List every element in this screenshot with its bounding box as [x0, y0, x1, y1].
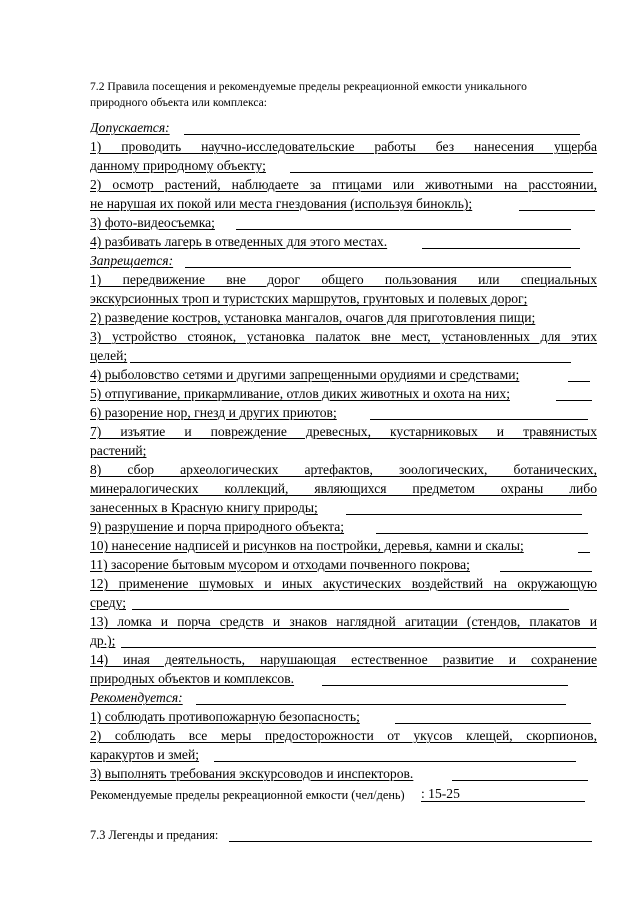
fill-line	[376, 533, 588, 534]
fill-line	[370, 419, 588, 420]
recommended-item-2-line-2: каракуртов и змей;	[90, 747, 200, 762]
forbidden-title: Запрещается:	[90, 253, 174, 268]
forbidden-item-10: 10) нанесение надписей и рисунков на постройки, деревья, камни и скалы;	[90, 538, 524, 553]
forbidden-item-4: 4) рыболовство сетями и другими запрещенными орудиями и средствами;	[90, 367, 520, 382]
recommended-item-3: 3) выполнять требования экскурсоводов и инспекторов.	[90, 766, 414, 781]
forbidden-item-3-line-2: целей;	[90, 348, 128, 363]
forbidden-item-1-line-2: экскурсионных троп и туристских маршрутов, грунтовых и полевых дорог;	[90, 291, 528, 306]
fill-line	[185, 267, 571, 268]
fill-line	[121, 647, 596, 648]
fill-line	[452, 780, 588, 781]
heading-line-2: природного объекта или комплекса:	[90, 96, 267, 109]
forbidden-item-2: 2) разведение костров, установка мангалов, очагов для приготовления пищи;	[90, 310, 536, 325]
fill-line	[132, 609, 569, 610]
forbidden-item-6: 6) разорение нор, гнезд и других приютов;	[90, 405, 337, 420]
allowed-item-4: 4) разбивать лагерь в отведенных для этого местах.	[90, 234, 388, 249]
fill-line	[519, 210, 595, 211]
forbidden-item-9: 9) разрушение и порча природного объекта;	[90, 519, 345, 534]
fill-line	[421, 801, 585, 802]
capacity-label: Рекомендуемые пределы рекреационной емкости (чел/день)	[90, 788, 405, 802]
fill-line	[556, 400, 592, 401]
allowed-item-3: 3) фото-видеосъемка;	[90, 215, 215, 230]
recommended-item-1: 1) соблюдать противопожарную безопасность;	[90, 709, 360, 724]
forbidden-item-5: 5) отпугивание, прикармливание, отлов диких животных и охота на них;	[90, 386, 510, 401]
fill-line	[184, 134, 580, 135]
fill-line	[214, 761, 576, 762]
forbidden-item-8-line-3: занесенных в Красную книгу природы;	[90, 500, 318, 515]
allowed-item-2-line-1: 2) осмотр растений, наблюдаете за птицами или животными на расстоянии,	[90, 177, 597, 192]
forbidden-item-14-line-2: природных объектов и комплексов.	[90, 671, 295, 686]
allowed-item-1-line-2: данному природному объекту;	[90, 158, 266, 173]
fill-line	[196, 704, 566, 705]
allowed-item-1-line-1: 1) проводить научно-исследовательские работы без нанесения ущерба	[90, 139, 597, 154]
forbidden-item-14-line-1: 14) иная деятельность, нарушающая естественное развитие и сохранение	[90, 652, 597, 667]
forbidden-item-11: 11) засорение бытовым мусором и отходами почвенного покрова;	[90, 557, 470, 572]
heading-line-1: 7.2 Правила посещения и рекомендуемые пределы рекреационной емкости уникального	[90, 80, 527, 93]
fill-line	[322, 685, 568, 686]
allowed-item-2-line-2: не нарушая их покой или места гнездования (используя бинокль);	[90, 196, 473, 211]
section-7-2-heading	[90, 79, 598, 111]
fill-line	[130, 362, 571, 363]
recommended-item-2-line-1: 2) соблюдать все меры предосторожности от укусов клещей, скорпионов,	[90, 728, 597, 743]
allowed-title: Допускается:	[90, 120, 170, 135]
forbidden-item-13-line-2: др.);	[90, 633, 116, 648]
legends-fill-line	[229, 841, 592, 842]
fill-line	[236, 229, 571, 230]
forbidden-item-3-line-1: 3) устройство стоянок, установка палаток вне мест, установленных для этих	[90, 329, 597, 344]
fill-line	[422, 248, 580, 249]
fill-line	[395, 723, 591, 724]
recommended-title: Рекомендуется:	[90, 690, 183, 705]
fill-line	[578, 552, 590, 553]
forbidden-item-12-line-1: 12) применение шумовых и иных акустических воздействий на окружающую	[90, 576, 597, 591]
forbidden-item-1-line-1: 1) передвижение вне дорог общего пользования или специальных	[90, 272, 597, 287]
forbidden-item-7-line-1: 7) изъятие и повреждение древесных, кустарниковых и травянистых	[90, 424, 597, 439]
forbidden-item-12-line-2: среду;	[90, 595, 126, 610]
capacity-value-text: : 15-25	[421, 786, 460, 801]
fill-line	[568, 381, 590, 382]
fill-line	[346, 514, 582, 515]
forbidden-item-13-line-1: 13) ломка и порча средств и знаков наглядной агитации (стендов, плакатов и	[90, 614, 597, 629]
section-7-3-label: 7.3 Легенды и предания:	[90, 828, 219, 842]
forbidden-item-8-line-2: минералогических коллекций, являющихся предметом охраны либо	[90, 481, 597, 496]
forbidden-item-8-line-1: 8) сбор археологических артефактов, зоологических, ботанических,	[90, 462, 597, 477]
fill-line	[290, 172, 593, 173]
fill-line	[500, 571, 592, 572]
forbidden-item-7-line-2: растений;	[90, 443, 147, 458]
